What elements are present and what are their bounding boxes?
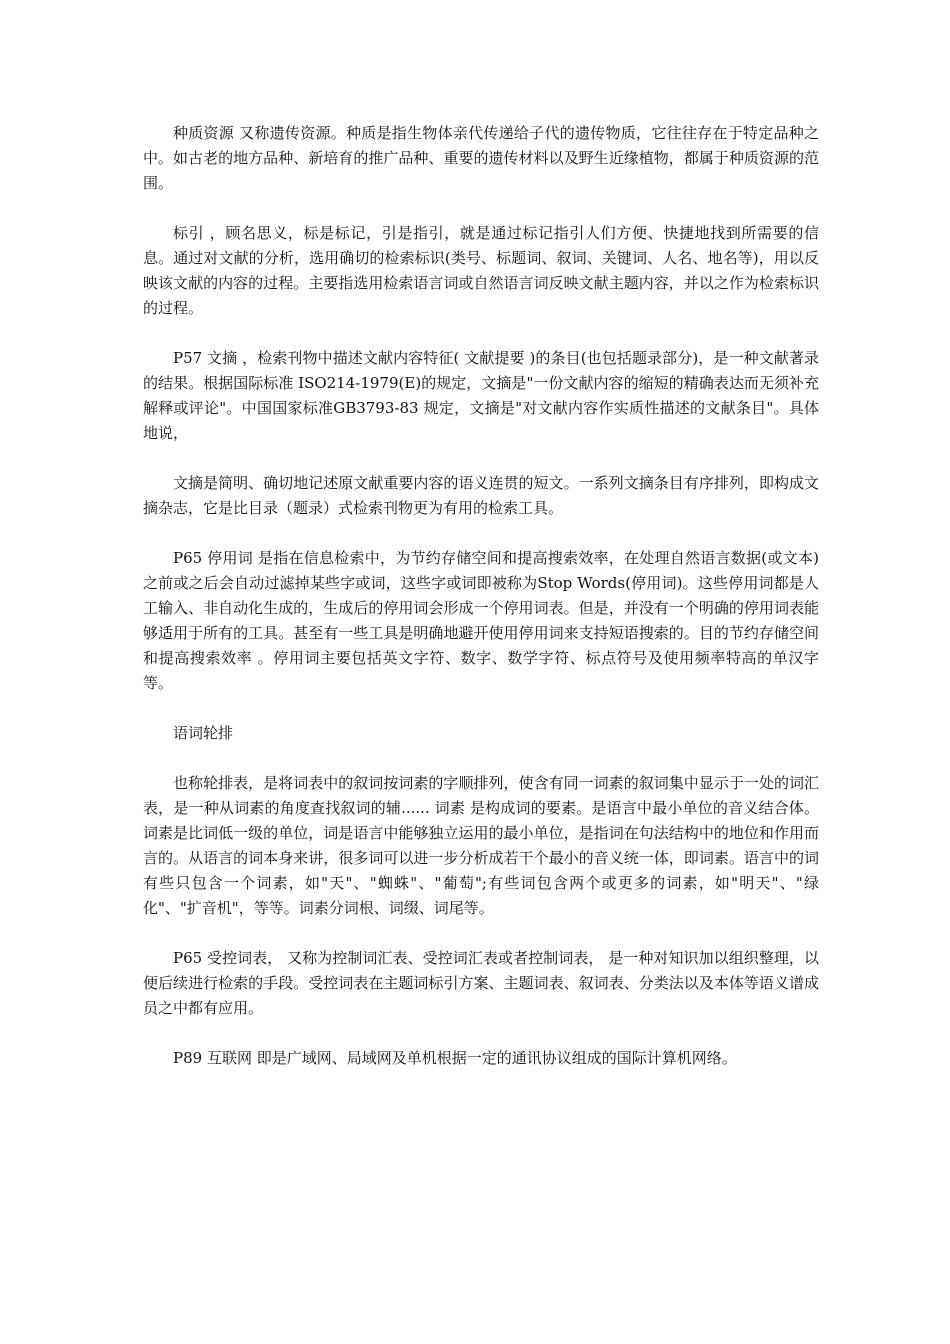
paragraph-internet: P89 互联网 即是广域网、局域网及单机根据一定的通讯协议组成的国际计算机网络。 (173, 1049, 737, 1067)
paragraph-indexing: 标引 ，顾名思义，标是标记，引是指引，就是通过标记指引人们方便、快捷地找到所需要的信息。通过对文献的分析，选用确切的检索标识(类号、标题词、叙词、关键词、人名、地名等)，用以反映该文献的内容的过程。主要指选用检索语言词或自然语言词反映文献主题内容，并以之作为检索标识的过程。 (143, 224, 819, 317)
paragraph-stop-words: P65 停用词 是指在信息检索中，为节约存储空间和提高搜索效率，在处理自然语言数据(或文本)之前或之后会自动过滤掉某些字或词，这些字或词即被称为Stop Words(停用词)。这些停用词都是人工输入、非自动化生成的，生成后的停用词会形成一个停用词表。但是，并没有一个明确的停用词表能够适用于所有的工具。甚至有一些工具是明确地避开使用停用词来支持短语搜索的。目的节约存储空间和提高搜索效率 。停用词主要包括英文字符、数字、数学字符、标点符号及使用频率特高的单汉字等。 (143, 549, 819, 692)
section-heading-term-rotation: 语词轮排 (173, 724, 234, 742)
paragraph-rotated-index: 也称轮排表，是将词表中的叙词按词素的字顺排列，使含有同一词素的叙词集中显示于一处的词汇表，是一种从词素的角度查找叙词的辅...... 词素 是构成词的要素。是语言中最小单位的音义结合体。词素是比词低一级的单位，词是语言中能够独立运用的最小单位，是指词在句法结构中的地位和作用而言的。从语言的词本身来讲，很多词可以进一步分析成若干个最小的音义统一体，即词素。语言中的词有些只包含一个词素，如"天"、"蜘蛛"、"葡萄";有些词包含两个或更多的词素，如"明天"、"绿化"、"扩音机"，等等。词素分词根、词缀、词尾等。 (143, 774, 819, 917)
paragraph-abstract-definition: P57 文摘 ，检索刊物中描述文献内容特征( 文献提要 )的条目(也包括题录部分)，是一种文献著录的结果。根据国际标准 ISO214-1979(E)的规定，文摘是"一份文献内容的缩短的精确表达而无须补充解释或评论"。中国国家标准GB3793-83 规定，文摘是"对文献内容作实质性描述的文献条目"。具体地说， (143, 349, 819, 442)
paragraph-germplasm-resources: 种质资源 又称遗传资源。种质是指生物体亲代传递给子代的遗传物质，它往往存在于特定品种之中。如古老的地方品种、新培育的推广品种、重要的遗传材料以及野生近缘植物，都属于种质资源的范围。 (143, 124, 819, 192)
document-body (143, 121, 819, 1096)
paragraph-abstract-description: 文摘是简明、确切地记述原文献重要内容的语义连贯的短文。一系列文摘条目有序排列，即构成文摘杂志，它是比目录（题录）式检索刊物更为有用的检索工具。 (143, 474, 819, 517)
paragraph-controlled-vocabulary: P65 受控词表， 又称为控制词汇表、受控词汇表或者控制词表， 是一种对知识加以组织整理，以便后续进行检索的手段。受控词表在主题词标引方案、主题词表、叙词表、分类法以及本体等语义谱成员之中都有应用。 (143, 949, 819, 1017)
